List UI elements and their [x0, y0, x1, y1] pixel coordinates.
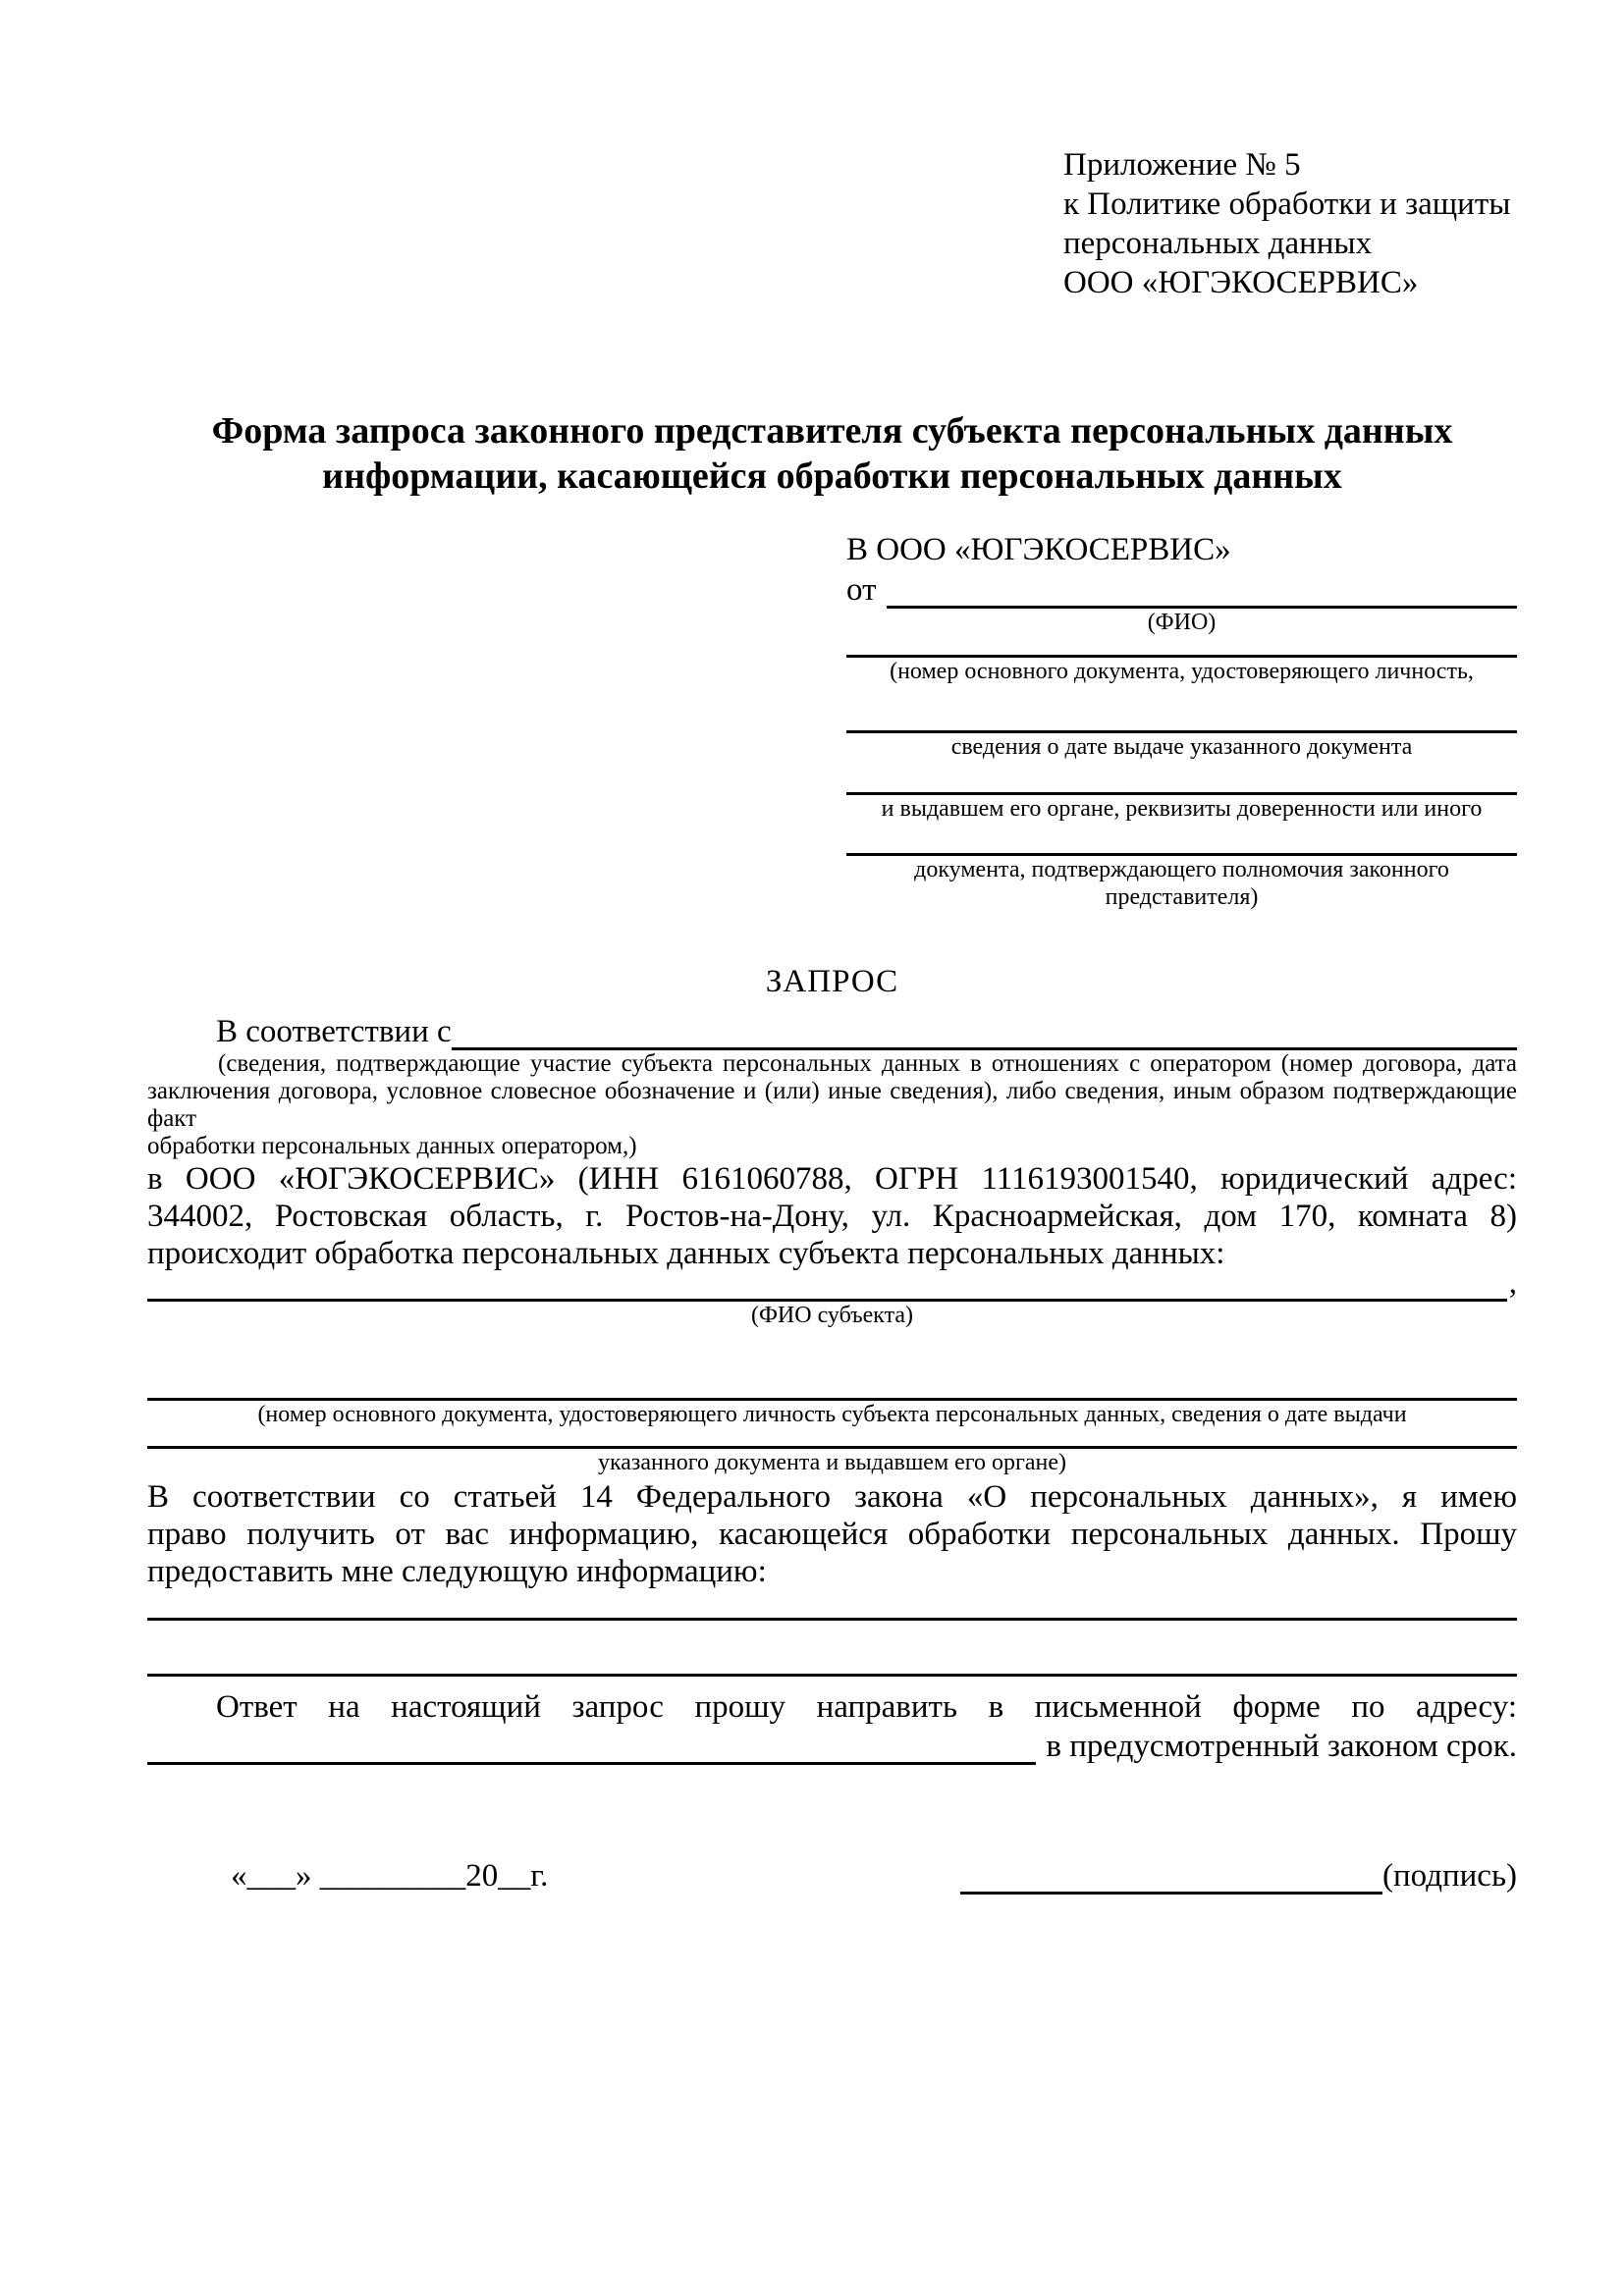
law-paragraph-line: В соответствии со статьей 14 Федерального закона «О персональных данных», я имею: [147, 1479, 1517, 1515]
request-heading: ЗАПРОС: [765, 964, 899, 999]
signature-fill-line: [960, 1858, 1382, 1895]
subject-doc-caption: (номер основного документа, удостоверяющего личность субъекта персональных данных, сведения о дате выдачи: [257, 1402, 1407, 1427]
address-fill-line: [147, 1762, 1036, 1765]
title-line: Форма запроса законного представителя субъекта персональных данных: [211, 410, 1453, 452]
annex-line: ООО «ЮГЭКОСЕРВИС»: [1063, 265, 1419, 300]
operator-paragraph: [147, 1160, 1517, 1272]
annex-block: [1063, 145, 1517, 302]
field-caption: сведения о дате выдаче указанного документа: [950, 734, 1413, 760]
field-caption: (номер основного документа, удостоверяющего личность,: [890, 659, 1474, 684]
response-suffix: в предусмотренный законом срок.: [1046, 1729, 1517, 1764]
fine-print-line: (сведения, подтверждающие участие субъекта персональных данных в отношениях с оператором (номер договора, дата: [218, 1050, 1517, 1077]
from-label: от: [846, 572, 877, 608]
accordance-row: [147, 1011, 1517, 1050]
field-caption: документа, подтверждающего полномочия законного представителя): [914, 857, 1449, 910]
representative-doc-fill-line: [846, 636, 1517, 658]
title-line: информации, касающейся обработки персональных данных: [322, 455, 1342, 497]
fio-caption: (ФИО): [1147, 610, 1217, 635]
subject-fio-row: [147, 1265, 1517, 1302]
signature-caption: (подпись): [1382, 1858, 1517, 1894]
signature-block: [960, 1858, 1517, 1895]
date-line: «___» _________20__г.: [231, 1858, 549, 1894]
representative-doc-fill-line: [846, 761, 1517, 795]
annex-line: Приложение № 5: [1063, 147, 1301, 183]
accordance-label: В соответствии с: [216, 1014, 452, 1049]
response-address-row: [147, 1726, 1517, 1765]
law-paragraph-line: предоставить мне следующую информацию:: [147, 1554, 767, 1589]
fine-print: [147, 1050, 1517, 1160]
law-paragraph: [147, 1478, 1517, 1590]
document-title: [165, 408, 1500, 499]
information-fill-line: [147, 1618, 1517, 1621]
information-fill-line: [147, 1674, 1517, 1677]
fine-print-line: заключения договора, условное словесное обозначение и (или) иные сведения), либо сведения, иным образом подтверждающие факт: [147, 1078, 1517, 1132]
from-row: [846, 569, 1517, 609]
operator-paragraph-line: происходит обработка персональных данных субъекта персональных данных:: [147, 1236, 1225, 1271]
field-caption: и выдавшем его органе, реквизиты доверенности или иного: [881, 796, 1483, 822]
annex-line: к Политике обработки и защиты: [1063, 187, 1511, 222]
operator-paragraph-line: 344002, Ростовская область, г. Ростов-на-Дону, ул. Красноармейская, дом 170, комната 8): [147, 1199, 1517, 1234]
response-paragraph: Ответ на настоящий запрос прошу направить в письменной форме по адресу:: [216, 1689, 1517, 1725]
subject-fio-caption: (ФИО субъекта): [750, 1303, 914, 1328]
fine-print-line: обработки персональных данных оператором,): [147, 1133, 637, 1159]
law-paragraph-line: право получить от вас информацию, касающейся обработки персональных данных. Прошу: [147, 1517, 1517, 1552]
representative-doc-fill-line: [846, 823, 1517, 856]
footer-row: [147, 1855, 1517, 1895]
addressee-organization: В ООО «ЮГЭКОСЕРВИС»: [846, 532, 1231, 567]
annex-line: персональных данных: [1063, 226, 1373, 261]
subject-fio-comma: ,: [1508, 1265, 1517, 1301]
addressee-block: [846, 530, 1517, 911]
operator-paragraph-line: в ООО «ЮГЭКОСЕРВИС» (ИНН 6161060788, ОГРН 1116193001540, юридический адрес:: [147, 1161, 1517, 1197]
representative-doc-fill-line: [846, 685, 1517, 733]
subject-doc-caption: указанного документа и выдавшем его органе): [597, 1450, 1067, 1475]
